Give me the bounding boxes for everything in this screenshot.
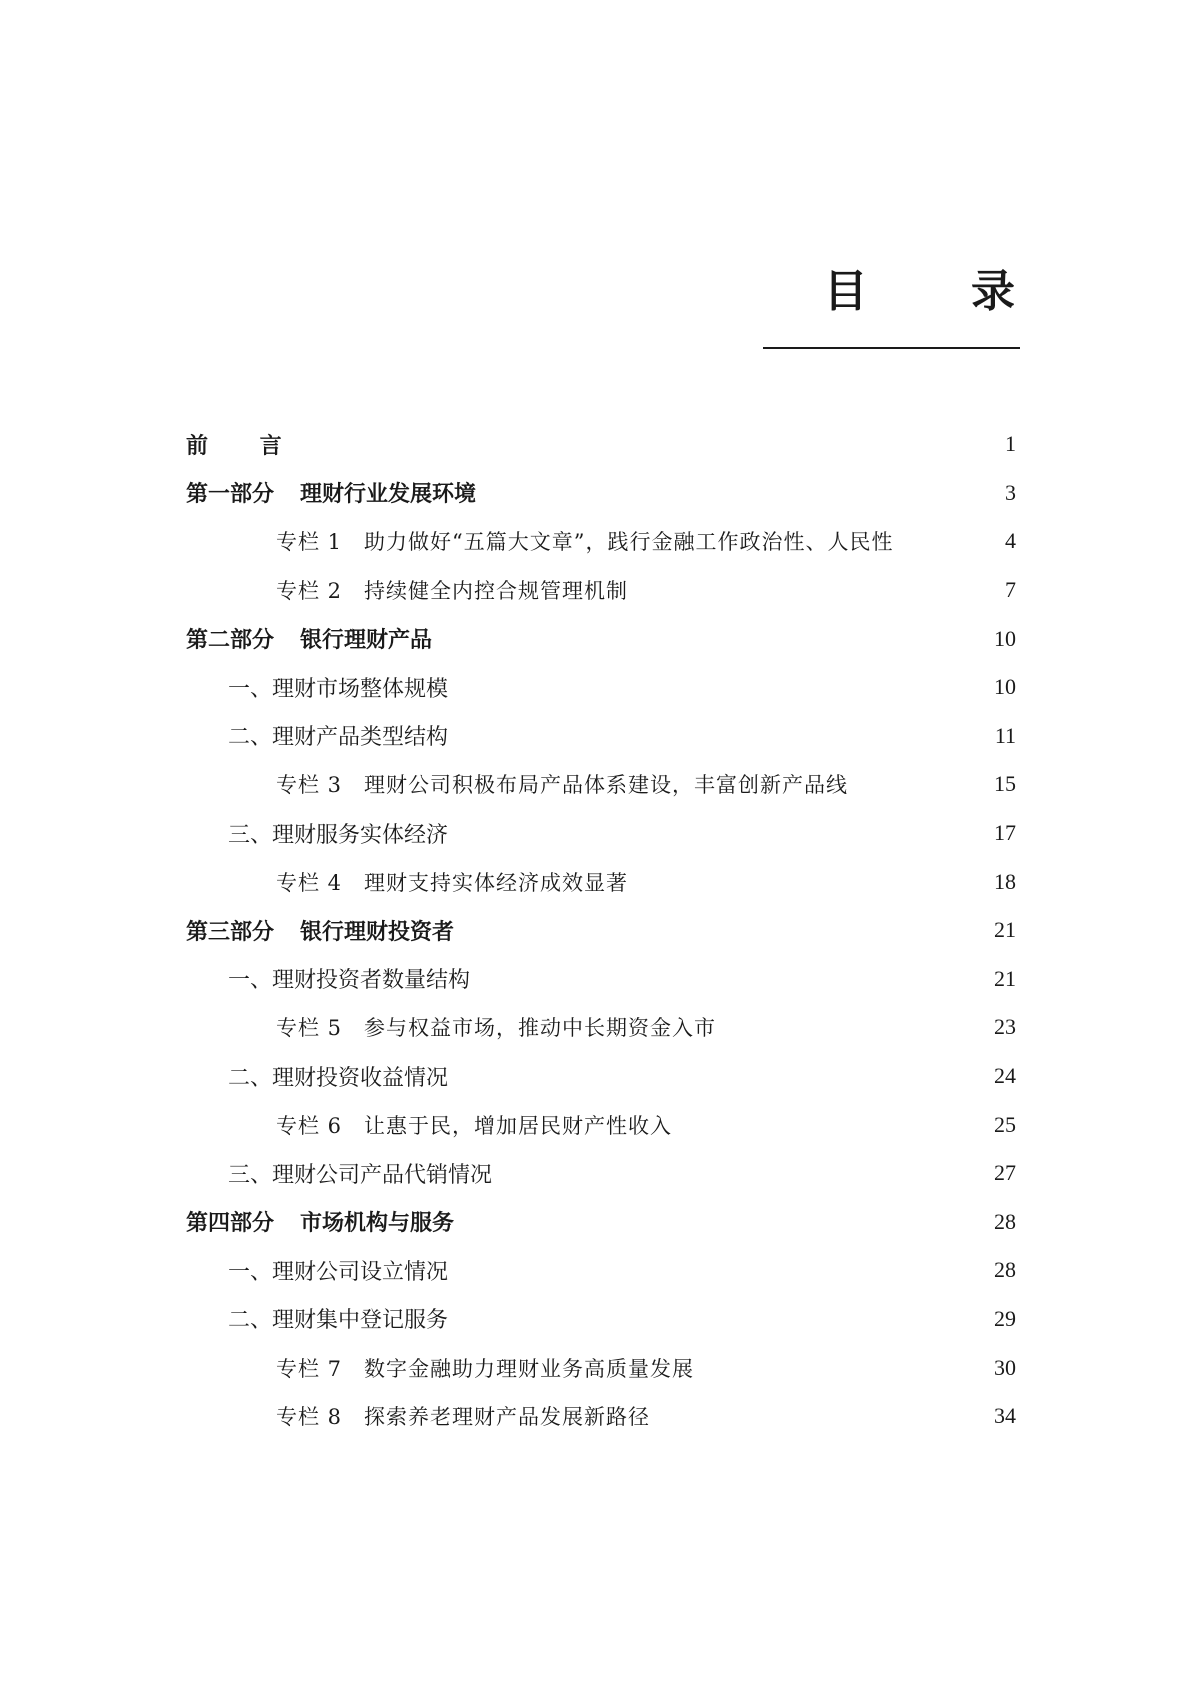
toc-entry[interactable] [186, 809, 1016, 858]
toc-entry-label [186, 575, 956, 605]
toc-entry[interactable] [186, 1003, 1016, 1052]
toc-entry-label [186, 526, 956, 556]
toc-page-number: 1 [1005, 431, 1016, 457]
toc-entry-label [186, 1401, 956, 1431]
toc-page-number: 18 [994, 868, 1016, 894]
page-title: 目 录 [823, 266, 1059, 317]
toc-entry-text: 银行理财产品 [300, 628, 433, 654]
part-number: 第四部分 [186, 1211, 275, 1237]
toc-entry[interactable] [186, 1100, 1016, 1149]
toc-entry-text: 二、理财产品类型结构 [228, 725, 449, 751]
toc-entry[interactable] [186, 420, 1016, 469]
toc-entry-text: 一、理财公司设立情况 [228, 1259, 449, 1285]
toc-page-number: 21 [994, 917, 1016, 943]
toc-page-number: 30 [994, 1354, 1016, 1380]
toc-entry-text: 一、理财投资者数量结构 [228, 968, 471, 994]
toc-entry-text: 助力做好“五篇大文章”，践行金融工作政治性、人民性 [364, 530, 894, 555]
toc-page-number: 29 [994, 1305, 1016, 1331]
toc-entry-label [186, 477, 956, 508]
toc-entry[interactable] [186, 663, 1016, 712]
toc-entry-label [186, 1158, 956, 1189]
toc-entry-label [186, 1061, 956, 1092]
toc-entry[interactable] [186, 906, 1016, 955]
table-of-contents [186, 420, 1016, 1440]
column-number: 专栏 4 [276, 870, 343, 895]
column-number: 专栏 8 [276, 1405, 343, 1430]
toc-entry[interactable] [186, 760, 1016, 809]
toc-page-number: 10 [994, 674, 1016, 700]
toc-entry[interactable] [186, 469, 1016, 518]
toc-entry[interactable] [186, 614, 1016, 663]
toc-entry-label [186, 429, 956, 460]
toc-entry-text: 二、理财集中登记服务 [228, 1308, 449, 1334]
toc-entry-label [186, 1255, 956, 1286]
toc-entry[interactable] [186, 712, 1016, 761]
toc-page-number: 28 [994, 1208, 1016, 1234]
part-number: 第三部分 [186, 919, 275, 945]
toc-entry-label [186, 672, 956, 703]
toc-entry-label [186, 1353, 956, 1383]
toc-entry-label [186, 720, 956, 751]
toc-entry-label [186, 867, 956, 897]
toc-entry-text: 让惠于民，增加居民财产性收入 [364, 1113, 673, 1138]
toc-entry[interactable] [186, 955, 1016, 1004]
toc-entry-text: 银行理财投资者 [300, 919, 455, 945]
toc-entry-text: 参与权益市场，推动中长期资金入市 [364, 1016, 717, 1041]
toc-entry-label [186, 1012, 956, 1042]
toc-entry-label [186, 915, 956, 946]
column-number: 专栏 5 [276, 1016, 343, 1041]
toc-entry[interactable] [186, 1295, 1016, 1344]
toc-entry-label [186, 769, 956, 799]
toc-entry-label [186, 818, 956, 849]
toc-entry-text: 市场机构与服务 [300, 1211, 455, 1237]
toc-page-number: 11 [994, 722, 1016, 748]
toc-page-number: 27 [994, 1160, 1016, 1186]
toc-entry[interactable] [186, 1198, 1016, 1247]
toc-entry[interactable] [186, 1392, 1016, 1441]
toc-page-number: 34 [994, 1403, 1016, 1429]
toc-entry-text: 一、理财市场整体规模 [228, 676, 449, 702]
toc-entry-text: 三、理财服务实体经济 [228, 822, 449, 848]
column-number: 专栏 7 [276, 1356, 343, 1381]
toc-entry[interactable] [186, 1052, 1016, 1101]
toc-entry[interactable] [186, 1149, 1016, 1198]
column-number: 专栏 2 [276, 579, 343, 604]
column-number: 专栏 6 [276, 1113, 343, 1138]
toc-entry[interactable] [186, 1343, 1016, 1392]
toc-entry[interactable] [186, 1246, 1016, 1295]
toc-page-number: 10 [994, 625, 1016, 651]
toc-page-number: 21 [994, 965, 1016, 991]
toc-page-number: 24 [994, 1063, 1016, 1089]
toc-entry-text: 持续健全内控合规管理机制 [364, 579, 629, 604]
column-number: 专栏 1 [276, 530, 343, 555]
toc-page-number: 25 [994, 1111, 1016, 1137]
toc-entry-label [186, 623, 956, 654]
toc-entry-text: 理财行业发展环境 [300, 482, 477, 508]
toc-entry-label [186, 963, 956, 994]
toc-entry-text: 理财支持实体经济成效显著 [364, 870, 629, 895]
toc-page-number: 23 [994, 1014, 1016, 1040]
toc-page-number: 17 [994, 820, 1016, 846]
toc-entry-text: 前 言 [186, 433, 304, 459]
toc-page-number: 15 [994, 771, 1016, 797]
toc-page-number: 28 [994, 1257, 1016, 1283]
toc-entry-text: 三、理财公司产品代销情况 [228, 1162, 493, 1188]
toc-entry[interactable] [186, 566, 1016, 615]
toc-entry-label [186, 1206, 956, 1237]
toc-entry-text: 探索养老理财产品发展新路径 [364, 1405, 651, 1430]
toc-page-number: 4 [1005, 528, 1016, 554]
toc-entry-label [186, 1303, 956, 1334]
title-underline [763, 347, 1020, 349]
toc-page-number: 7 [1005, 577, 1016, 603]
toc-entry[interactable] [186, 857, 1016, 906]
toc-page-number: 3 [1005, 479, 1016, 505]
part-number: 第二部分 [186, 628, 275, 654]
toc-entry[interactable] [186, 517, 1016, 566]
toc-entry-text: 数字金融助力理财业务高质量发展 [364, 1356, 695, 1381]
column-number: 专栏 3 [276, 773, 343, 798]
toc-entry-text: 理财公司积极布局产品体系建设，丰富创新产品线 [364, 773, 849, 798]
part-number: 第一部分 [186, 482, 275, 508]
toc-entry-label [186, 1110, 956, 1140]
toc-entry-text: 二、理财投资收益情况 [228, 1065, 449, 1091]
